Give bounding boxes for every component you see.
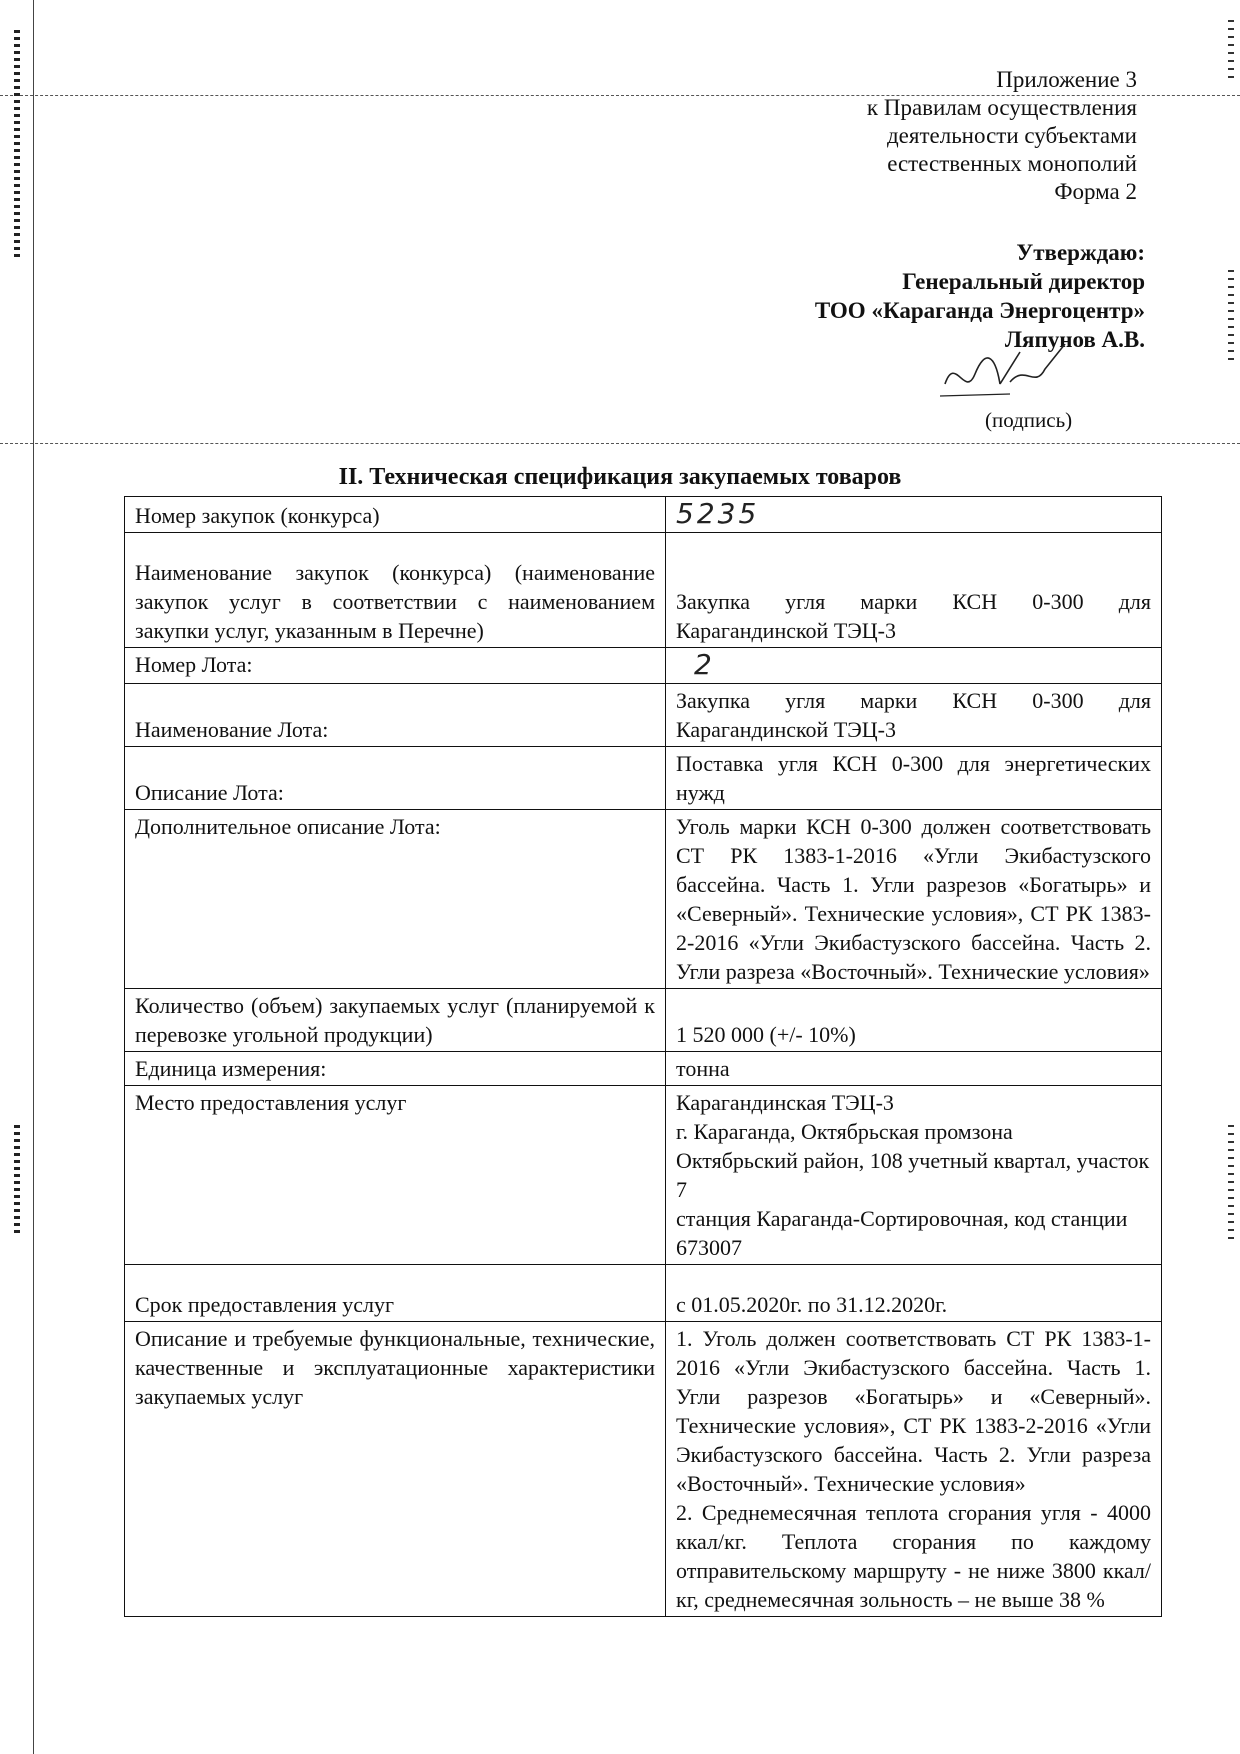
- address-line: Октябрьский район, 108 учетный квартал, участок 7: [676, 1148, 1150, 1202]
- row-value-handwritten: [666, 497, 1162, 533]
- handwritten-signature: [940, 344, 1080, 404]
- row-label: Количество (объем) закупаемых услуг (планируемой к перевозке угольной продукции): [125, 989, 666, 1052]
- approval-line: Генеральный директор: [902, 269, 1145, 294]
- scan-edge-line: [33, 0, 34, 1754]
- requirement-item: 2. Среднемесячная теплота сгорания угля - 4000 ккал/кг. Теплота сгорания по каждому отправительскому маршруту - не ниже 3800 ккал/кг, среднемесячная зольность – не выше 38 %: [676, 1500, 1151, 1612]
- appendix-line: к Правилам осуществления: [866, 95, 1137, 120]
- row-value: [666, 1322, 1162, 1617]
- appendix-line: Форма 2: [1054, 179, 1137, 204]
- table-row: [125, 1086, 1162, 1265]
- approval-line: Ляпунов А.В.: [1004, 327, 1145, 352]
- signature-caption: (подпись): [985, 408, 1073, 432]
- table-row: [125, 497, 1162, 533]
- table-row: [125, 533, 1162, 648]
- requirement-item: 1. Уголь должен соответствовать СТ РК 1383-1-2016 «Угли Экибастузского бассейна. Часть 1. Угли разрезов «Богатырь» и «Северный». Технические условия», СТ РК 1383-2-2016 «Угли Экибастузского бассейна. Часть 2. Угли разреза «Восточный». Технические условия»: [676, 1326, 1151, 1496]
- appendix-header: [617, 66, 1137, 206]
- table-row: [125, 989, 1162, 1052]
- approval-block: [545, 238, 1145, 354]
- row-label: Дополнительное описание Лота:: [125, 810, 666, 989]
- spec-table: [124, 496, 1162, 1617]
- row-label: Номер Лота:: [125, 648, 666, 684]
- table-row: [125, 1322, 1162, 1617]
- address-line: Карагандинская ТЭЦ-3: [676, 1090, 894, 1115]
- table-row: [125, 747, 1162, 810]
- table-row: [125, 684, 1162, 747]
- appendix-line: Приложение 3: [996, 67, 1137, 92]
- row-label: Описание Лота:: [125, 747, 666, 810]
- row-value: Закупка угля марки КСН 0-300 для Карагандинской ТЭЦ-3: [666, 533, 1162, 648]
- row-value: Закупка угля марки КСН 0-300 для Карагандинской ТЭЦ-3: [666, 684, 1162, 747]
- table-row: [125, 648, 1162, 684]
- row-label: Срок предоставления услуг: [125, 1265, 666, 1322]
- scan-margin-marks-right-top: [1228, 20, 1234, 80]
- row-value: [666, 1086, 1162, 1265]
- appendix-line: естественных монополий: [887, 151, 1137, 176]
- table-row: [125, 1265, 1162, 1322]
- row-label: [125, 533, 666, 648]
- row-value-handwritten: [666, 648, 1162, 684]
- scan-margin-marks-right-mid: [1228, 270, 1234, 360]
- section-title: II. Техническая спецификация закупаемых товаров: [338, 464, 902, 490]
- row-label: Наименование Лота:: [125, 684, 666, 747]
- lot-number: 2: [694, 648, 715, 681]
- row-value: Поставка угля КСН 0-300 для энергетических нужд: [666, 747, 1162, 810]
- scan-margin-marks-bottom: [14, 1125, 20, 1235]
- table-row: [125, 1052, 1162, 1086]
- row-value: тонна: [666, 1052, 1162, 1086]
- procurement-number: 5235: [676, 497, 760, 530]
- row-label: Номер закупок (конкурса): [125, 497, 666, 533]
- row-label: Описание и требуемые функциональные, технические, качественные и эксплуатационные характеристики закупаемых услуг: [125, 1322, 666, 1617]
- approval-line: Утверждаю:: [1016, 240, 1145, 265]
- row-value: Уголь марки КСН 0-300 должен соответствовать СТ РК 1383-1-2016 «Угли Экибастузского бассейна. Часть 1. Угли разрезов «Богатырь» и «Северный». Технические условия», СТ РК 1383-2-2016 «Угли Экибастузского бассейна. Часть 2. Угли разреза «Восточный». Технические условия»: [666, 810, 1162, 989]
- row-value: 1 520 000 (+/- 10%): [666, 989, 1162, 1052]
- approval-line: ТОО «Караганда Энергоцентр»: [814, 298, 1145, 323]
- row-label: Место предоставления услуг: [125, 1086, 666, 1265]
- scan-margin-marks-right-bottom: [1228, 1125, 1234, 1245]
- row-label-text: Наименование закупок (конкурса) (наименование закупок услуг в соответствии с наименованием закупки услуг, указанным в Перечне): [135, 560, 655, 643]
- appendix-line: деятельности субъектами: [886, 123, 1137, 148]
- row-label: Единица измерения:: [125, 1052, 666, 1086]
- scan-margin-marks-top: [14, 30, 20, 260]
- row-value: с 01.05.2020г. по 31.12.2020г.: [666, 1265, 1162, 1322]
- address-line: станция Караганда-Сортировочная, код станции 673007: [676, 1206, 1128, 1260]
- address-line: г. Караганда, Октябрьская промзона: [676, 1119, 1013, 1144]
- table-row: [125, 810, 1162, 989]
- scan-fold-line-middle: [0, 443, 1240, 444]
